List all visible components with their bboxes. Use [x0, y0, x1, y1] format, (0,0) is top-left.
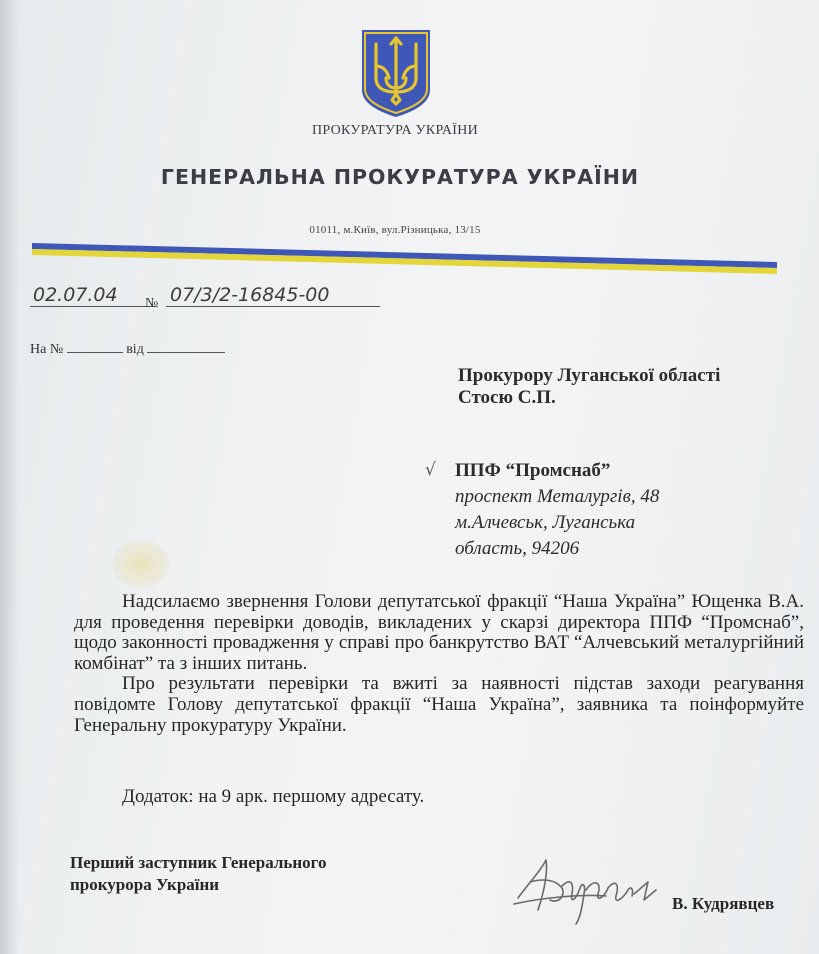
appendix-note: Додаток: на 9 арк. першому адресату.: [122, 786, 425, 807]
recipient-company-address-2: м.Алчевськ, Луганська: [455, 512, 636, 533]
signatory-name: В. Кудрявцев: [672, 894, 775, 913]
organization-title: ГЕНЕРАЛЬНА ПРОКУРАТУРА УКРАЇНИ: [160, 165, 640, 189]
signatory-title-line-1: Перший заступник Генерального: [70, 853, 327, 872]
letter-body: [74, 592, 804, 736]
recipient-prosecutor-name: Стосю С.П.: [458, 387, 556, 408]
flag-stripe-decoration: [32, 240, 777, 278]
organization-address: 01011, м.Київ, вул.Різницька, 13/15: [309, 224, 481, 236]
paper-stain: [112, 540, 170, 588]
handwritten-signature: [510, 848, 660, 928]
reply-date-blank: [147, 340, 225, 353]
recipient-company-name: ППФ “Промснаб”: [455, 460, 611, 481]
recipient-company-address-3: область, 94206: [455, 538, 580, 559]
recipient-prosecutor: [458, 365, 720, 409]
signatory-title-line-2: прокурора України: [70, 875, 220, 894]
reply-number-label: На №: [30, 342, 64, 357]
reply-reference-line: [30, 340, 225, 358]
recipient-company-address-1: проспект Металургів, 48: [455, 486, 660, 507]
recipient-company: [455, 458, 659, 562]
reply-from-label: від: [126, 342, 144, 357]
trident-emblem-icon: [360, 28, 432, 118]
number-sign: №: [145, 296, 159, 311]
ministry-name: ПРОКУРАТУРА УКРАЇНИ: [311, 123, 479, 138]
body-paragraph-1: Надсилаємо звернення Голови депутатської фракції “Наша Україна” Ющенка В.А. для проведення перевірки доводів, викладених у скарзі директора ППФ “Промснаб”, щодо законності провадження у справі про банкрутство ВАТ “Алчевський металургійний комбінат” та з інших питань.: [74, 591, 804, 674]
signatory-title: [70, 852, 326, 896]
outgoing-number: 07/3/2-16845-00: [166, 284, 380, 307]
recipient-prosecutor-title: Прокурору Луганської області: [458, 365, 721, 386]
outgoing-date: 02.07.04: [30, 284, 155, 307]
check-mark-icon: √: [425, 460, 436, 480]
reply-number-blank: [67, 340, 123, 353]
body-paragraph-2: Про результати перевірки та вжиті за наявності підстав заходи реагування повідомте Голову депутатської фракції “Наша Україна”, заявника та поінформуйте Генеральну прокуратуру України.: [74, 673, 804, 736]
